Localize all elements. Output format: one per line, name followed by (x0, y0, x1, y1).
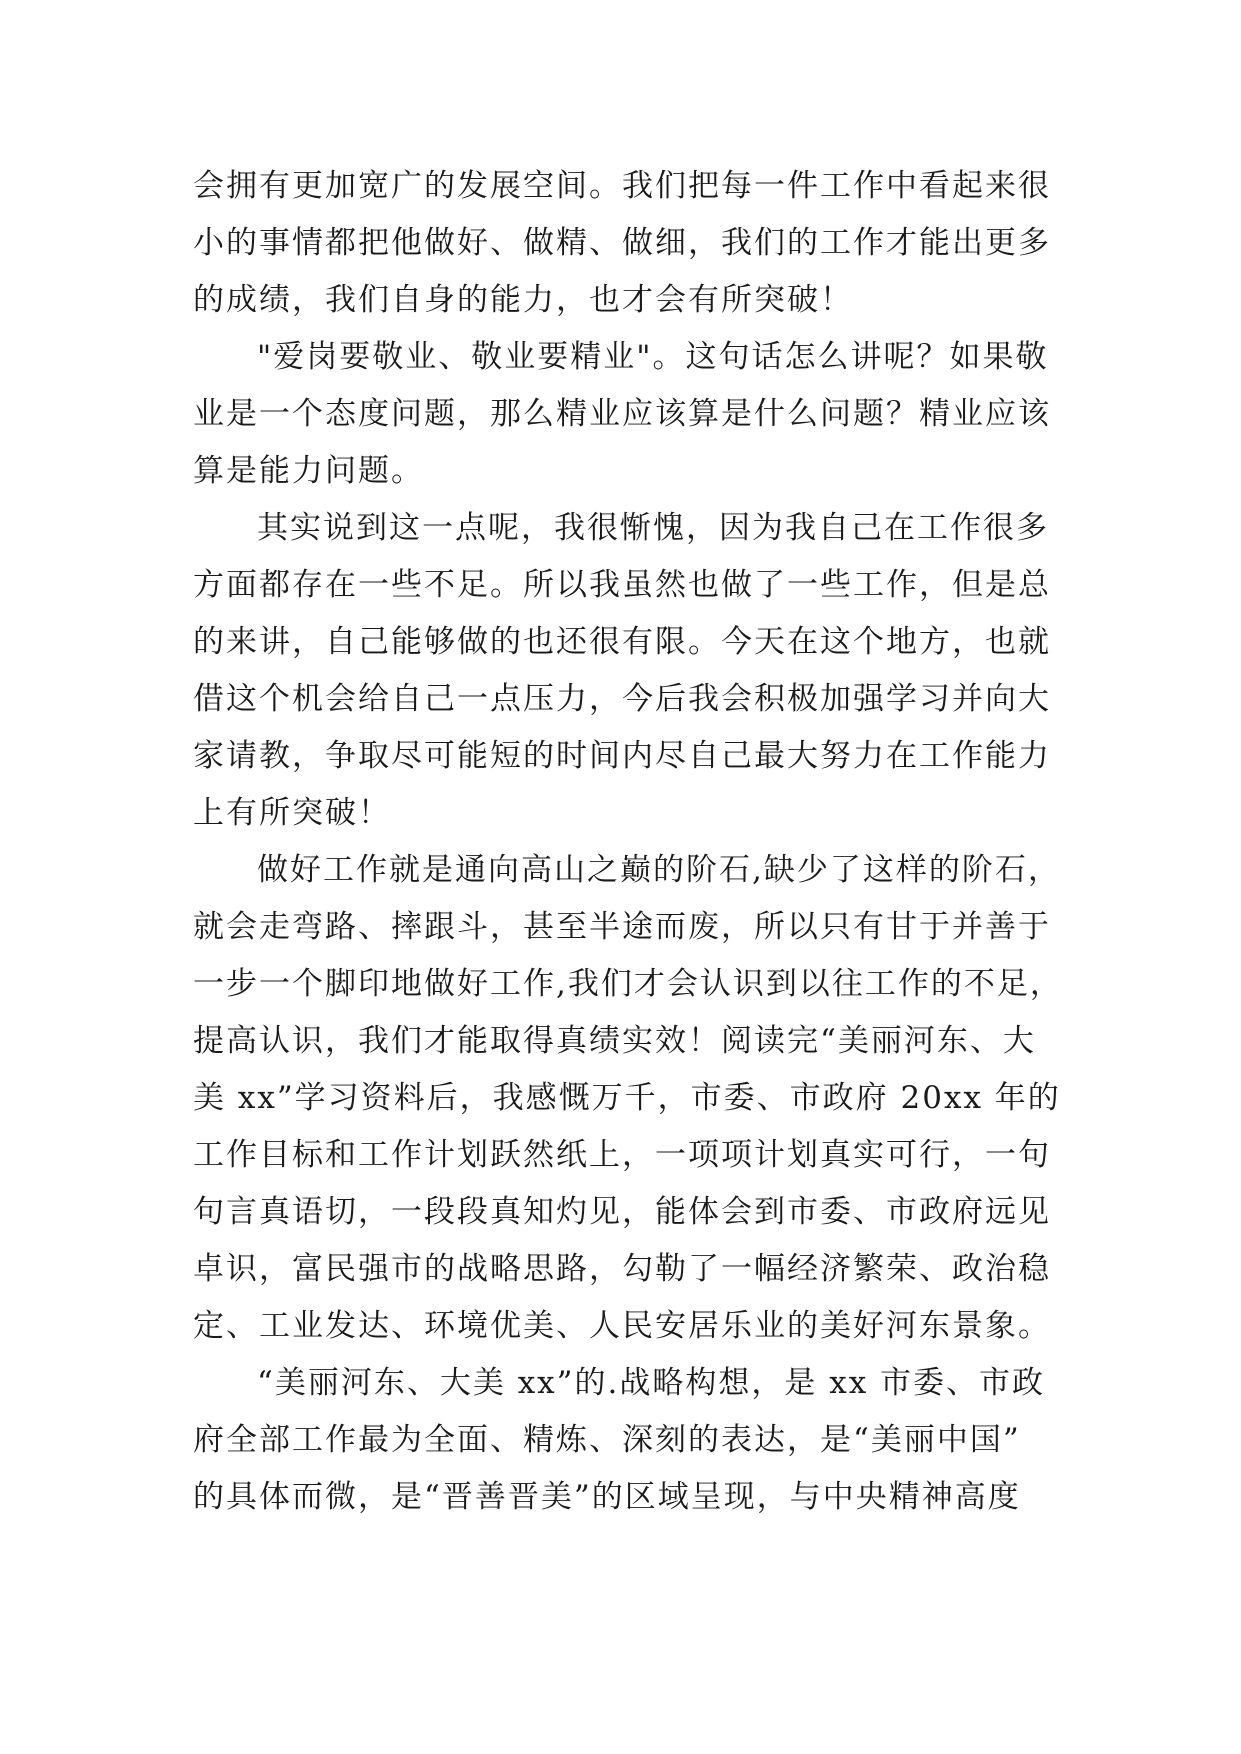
text-line: 的成绩，我们自身的能力，也才会有所突破！ (193, 282, 853, 318)
paragraph-3 (193, 500, 1053, 842)
paragraph-2 (193, 329, 1053, 500)
text-line: 其实说到这一点呢，我很惭愧，因为我自己在工作很多 (257, 510, 1049, 546)
text-line: 方面都存在一些不足。所以我虽然也做了一些工作，但是总 (193, 567, 1051, 603)
text-line: 府全部工作最为全面、精炼、深刻的表达，是“美丽中国” (193, 1422, 1021, 1458)
text-line: 的来讲，自己能够做的也还很有限。今天在这个地方，也就 (193, 624, 1051, 660)
text-line: "爱岗要敬业、敬业要精业"。这句话怎么讲呢？如果敬 (257, 339, 1049, 375)
text-line: 小的事情都把他做好、做精、做细，我们的工作才能出更多 (193, 225, 1051, 261)
text-line: 提高认识，我们才能取得真绩实效！阅读完“美丽河东、大 (193, 1023, 1036, 1059)
document-body (193, 158, 1063, 1526)
text-line: 卓识，富民强市的战略思路，勾勒了一幅经济繁荣、政治稳 (193, 1251, 1051, 1287)
text-line: 的具体而微，是“晋善晋美”的区域呈现，与中央精神高度 (193, 1479, 1021, 1515)
text-line: “美丽河东、大美 xx”的.战略构想，是 xx 市委、市政 (257, 1365, 1046, 1401)
text-line: 工作目标和工作计划跃然纸上，一项项计划真实可行，一句 (193, 1137, 1051, 1173)
text-line: 一步一个脚印地做好工作,我们才会认识到以往工作的不足， (193, 966, 1063, 1002)
text-line: 做好工作就是通向高山之巅的阶石,缺少了这样的阶石， (257, 852, 1061, 888)
paragraph-4 (193, 842, 1063, 1355)
text-line: 会拥有更加宽广的发展空间。我们把每一件工作中看起来很 (193, 168, 1051, 204)
text-line: 家请教，争取尽可能短的时间内尽自己最大努力在工作能力 (193, 738, 1051, 774)
text-line: 借这个机会给自己一点压力，今后我会积极加强学习并向大 (193, 681, 1051, 717)
text-line: 业是一个态度问题，那么精业应该算是什么问题？精业应该 (193, 396, 1051, 432)
paragraph-1 (193, 158, 1053, 329)
text-line: 上有所突破！ (193, 795, 391, 831)
text-line: 美 xx”学习资料后，我感慨万千，市委、市政府 20xx 年的 (193, 1080, 1061, 1116)
text-line: 句言真语切，一段段真知灼见，能体会到市委、市政府远见 (193, 1194, 1051, 1230)
text-line: 就会走弯路、摔跟斗，甚至半途而废，所以只有甘于并善于 (193, 909, 1051, 945)
text-line: 算是能力问题。 (193, 453, 424, 489)
paragraph-5 (193, 1355, 1053, 1526)
text-line: 定、工业发达、环境优美、人民安居乐业的美好河东景象。 (193, 1308, 1051, 1344)
